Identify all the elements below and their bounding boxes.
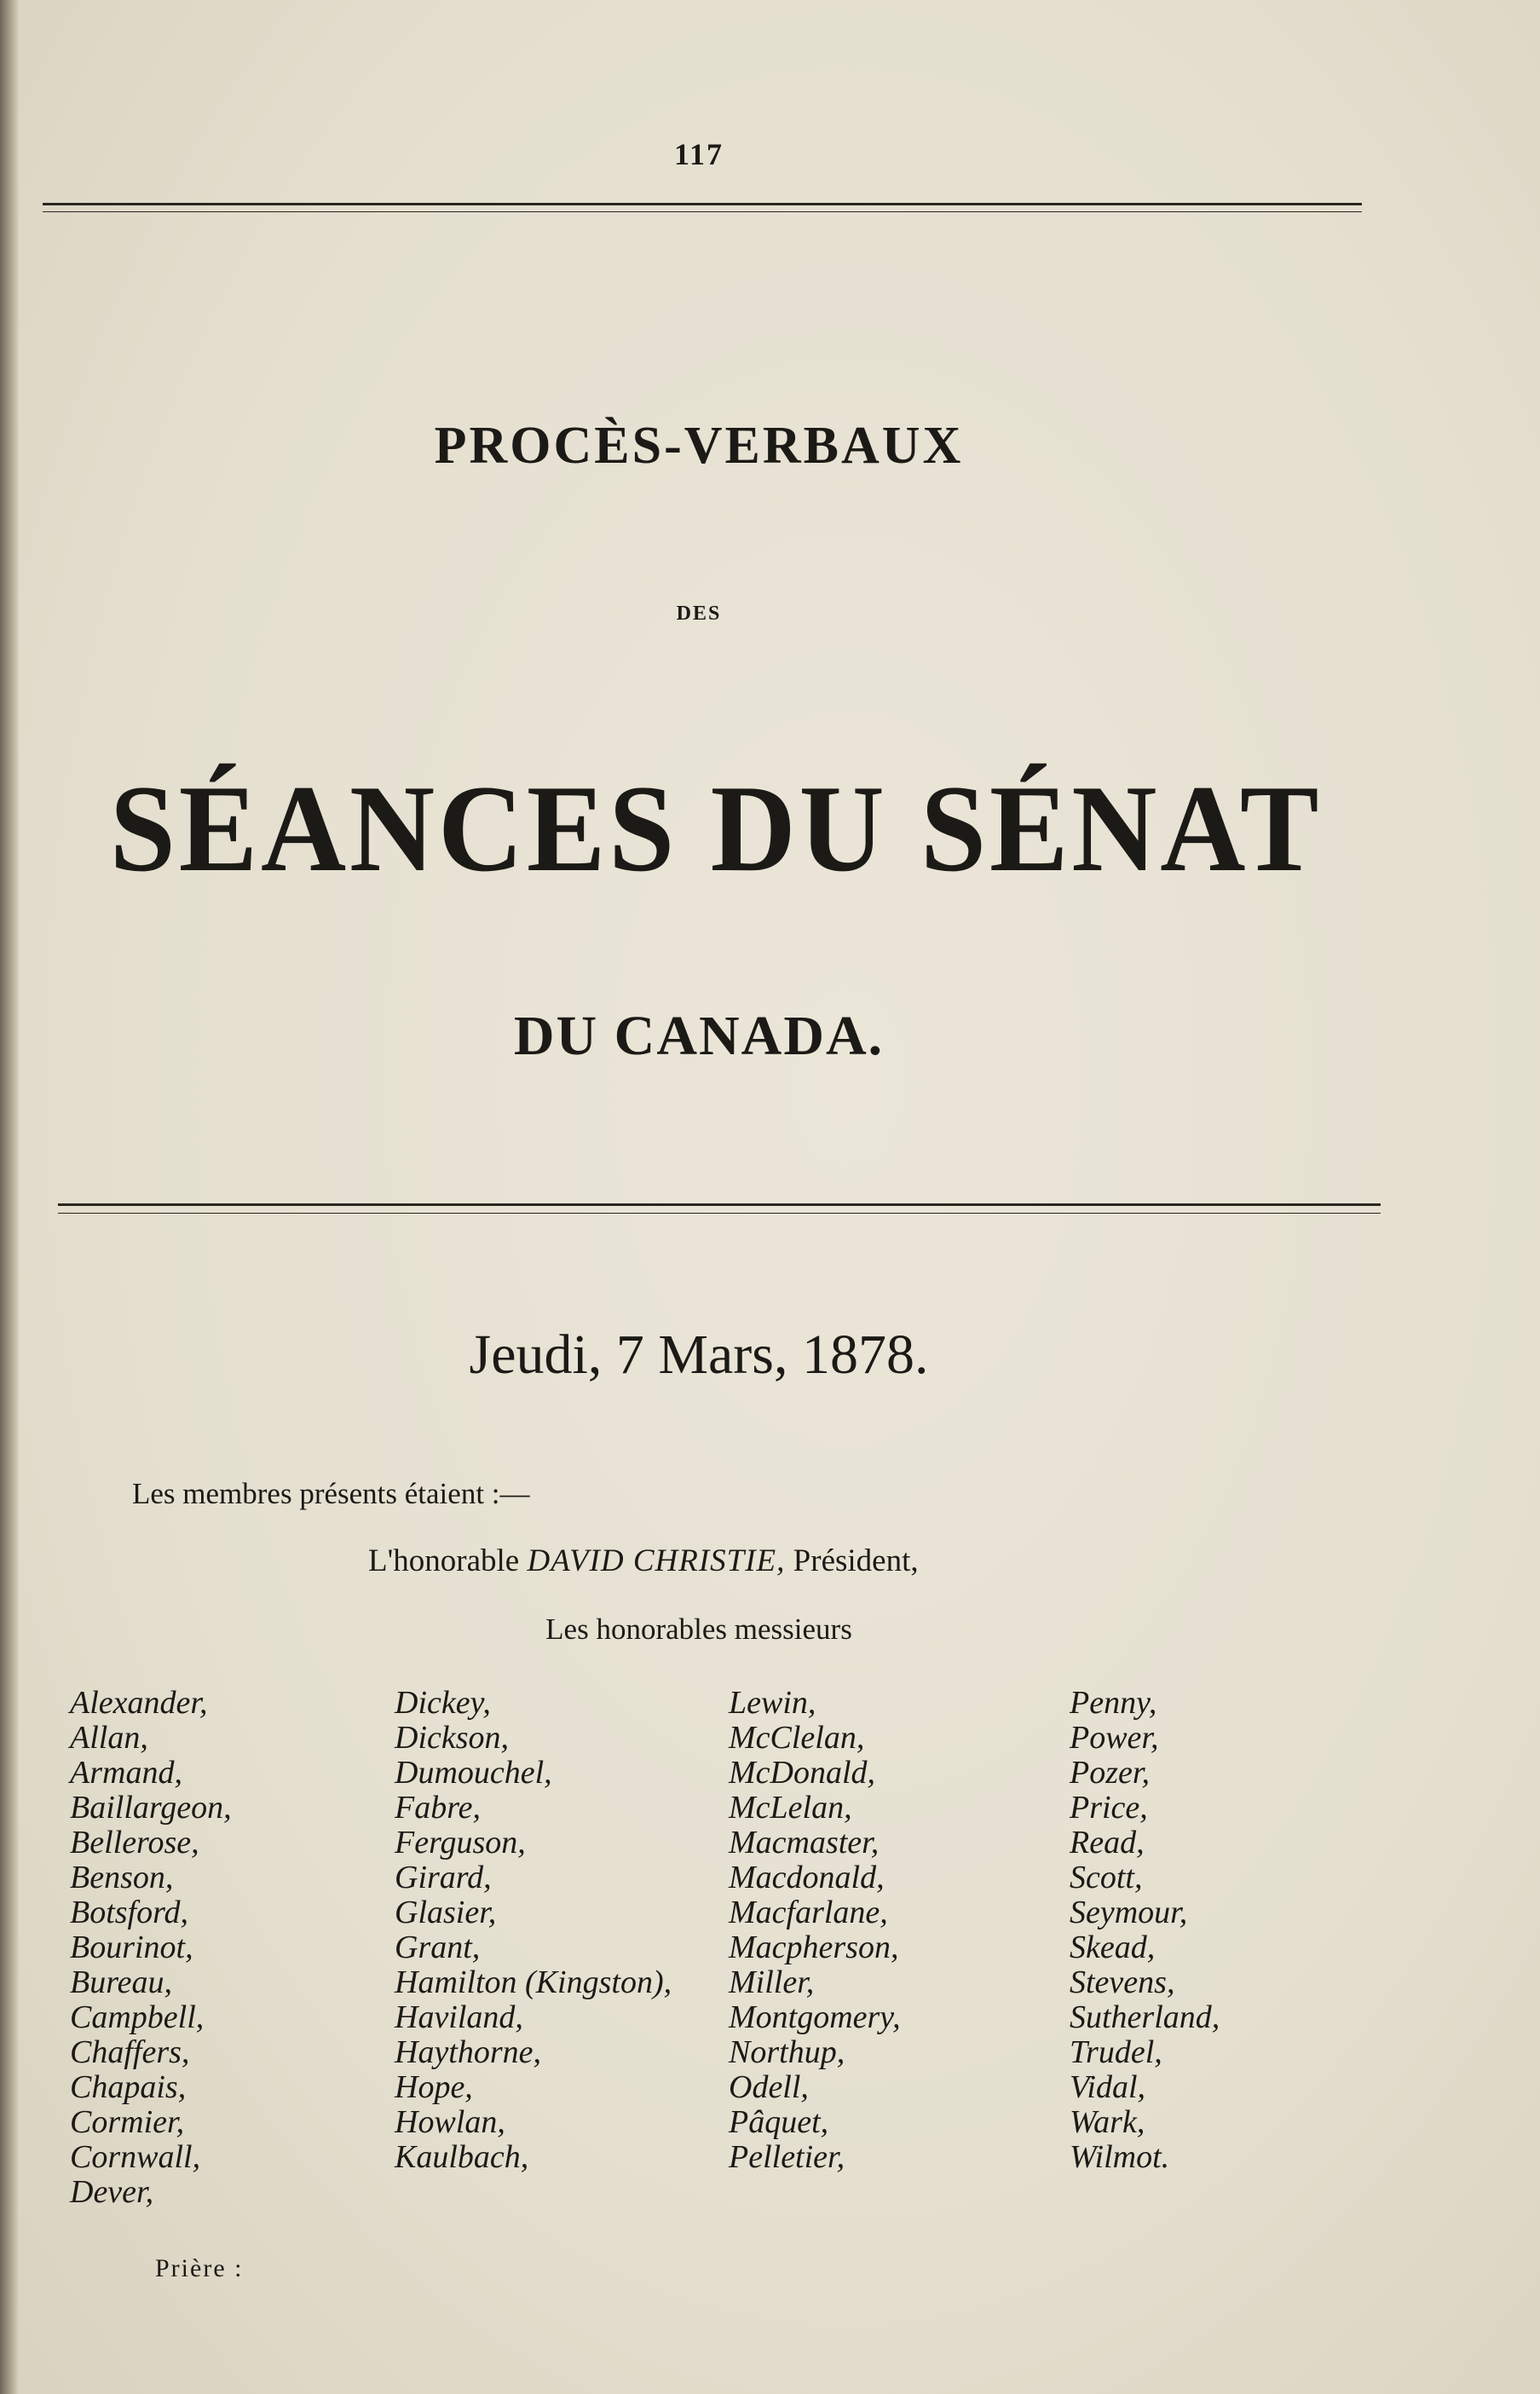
member-name: Hope, [395,2069,473,2105]
member-name: Macpherson, [729,1930,899,1965]
title-du-canada: DU CANADA. [513,1005,885,1067]
member-name: Alexander, [70,1685,208,1721]
members-column-4 [1070,1686,1220,2175]
member-name: Bureau, [70,1964,172,2000]
member-name: Scott, [1070,1860,1143,1895]
member-name: Macfarlane, [729,1895,888,1930]
session-date: Jeudi, 7 Mars, 1878. [469,1324,929,1386]
member-name: Dumouchel, [395,1755,552,1791]
member-name: Dickey, [395,1685,491,1721]
president-prefix: L'honorable [368,1543,520,1578]
president-title: Président, [793,1543,919,1578]
member-name: Macmaster, [729,1825,880,1860]
member-name: Sutherland, [1070,1999,1220,2035]
member-name: Pozer, [1070,1755,1150,1791]
member-name: Campbell, [70,1999,205,2035]
header-rule-top [43,203,1362,205]
member-name: Girard, [395,1860,492,1895]
member-name: Cormier, [70,2104,185,2140]
members-column-2 [395,1686,672,2175]
member-name: Ferguson, [395,1825,526,1860]
member-name: McDonald, [729,1755,876,1791]
member-name: Read, [1070,1825,1145,1860]
member-name: Montgomery, [729,1999,901,2035]
member-name: Price, [1070,1790,1148,1826]
member-name: Skead, [1070,1930,1156,1965]
member-name: Dickson, [395,1720,510,1756]
member-name: Penny, [1070,1685,1157,1721]
member-name: McLelan, [729,1790,852,1826]
member-name: Haythorne, [395,2034,542,2070]
member-name: Seymour, [1070,1895,1188,1930]
member-name: Chaffers, [70,2034,190,2070]
header-rule-bottom [43,211,1362,212]
member-name: Benson, [70,1860,174,1895]
members-column-3 [729,1686,901,2175]
title-rule-bottom [58,1213,1381,1214]
member-name: Glasier, [395,1895,497,1930]
member-name: Fabre, [395,1790,481,1826]
member-name: Chapais, [70,2069,187,2105]
book-spine-edge [0,0,19,2394]
member-name: Pelletier, [729,2139,845,2175]
member-name: Grant, [395,1930,481,1965]
member-name: Bourinot, [70,1930,193,1965]
member-name: Power, [1070,1720,1159,1756]
member-name: Trudel, [1070,2034,1162,2070]
member-name: Pâquet, [729,2104,829,2140]
president-line [368,1543,919,1579]
member-name: Northup, [729,2034,845,2070]
member-name: Stevens, [1070,1964,1175,2000]
member-name: Lewin, [729,1685,816,1721]
member-name: Armand, [70,1755,182,1791]
member-name: McClelan, [729,1720,865,1756]
honorables-heading: Les honorables messieurs [545,1612,852,1646]
member-name: Cornwall, [70,2139,201,2175]
member-name: Haviland, [395,1999,523,2035]
member-name: Hamilton (Kingston), [395,1964,672,2000]
president-name: DAVID CHRISTIE, [527,1543,786,1578]
member-name: Botsford, [70,1895,188,1930]
member-name: Baillargeon, [70,1790,232,1826]
title-rule-top [58,1203,1381,1206]
member-name: Kaulbach, [395,2139,529,2175]
member-name: Allan, [70,1720,148,1756]
member-name: Wilmot. [1070,2139,1170,2175]
member-name: Miller, [729,1964,815,2000]
title-des: DES [676,603,722,625]
priere-label: Prière : [155,2254,244,2282]
title-seances-du-senat: SÉANCES DU SÉNAT [109,759,1323,897]
member-name: Howlan, [395,2104,505,2140]
member-name: Odell, [729,2069,809,2105]
members-column-1 [70,1686,232,2210]
member-name: Vidal, [1070,2069,1146,2105]
member-name: Dever, [70,2174,154,2210]
member-name: Wark, [1070,2104,1145,2140]
members-intro: Les membres présents étaient :— [132,1477,530,1510]
title-proces-verbaux: PROCÈS-VERBAUX [434,417,964,475]
member-name: Macdonald, [729,1860,885,1895]
page-number: 117 [673,137,724,171]
member-name: Bellerose, [70,1825,199,1860]
